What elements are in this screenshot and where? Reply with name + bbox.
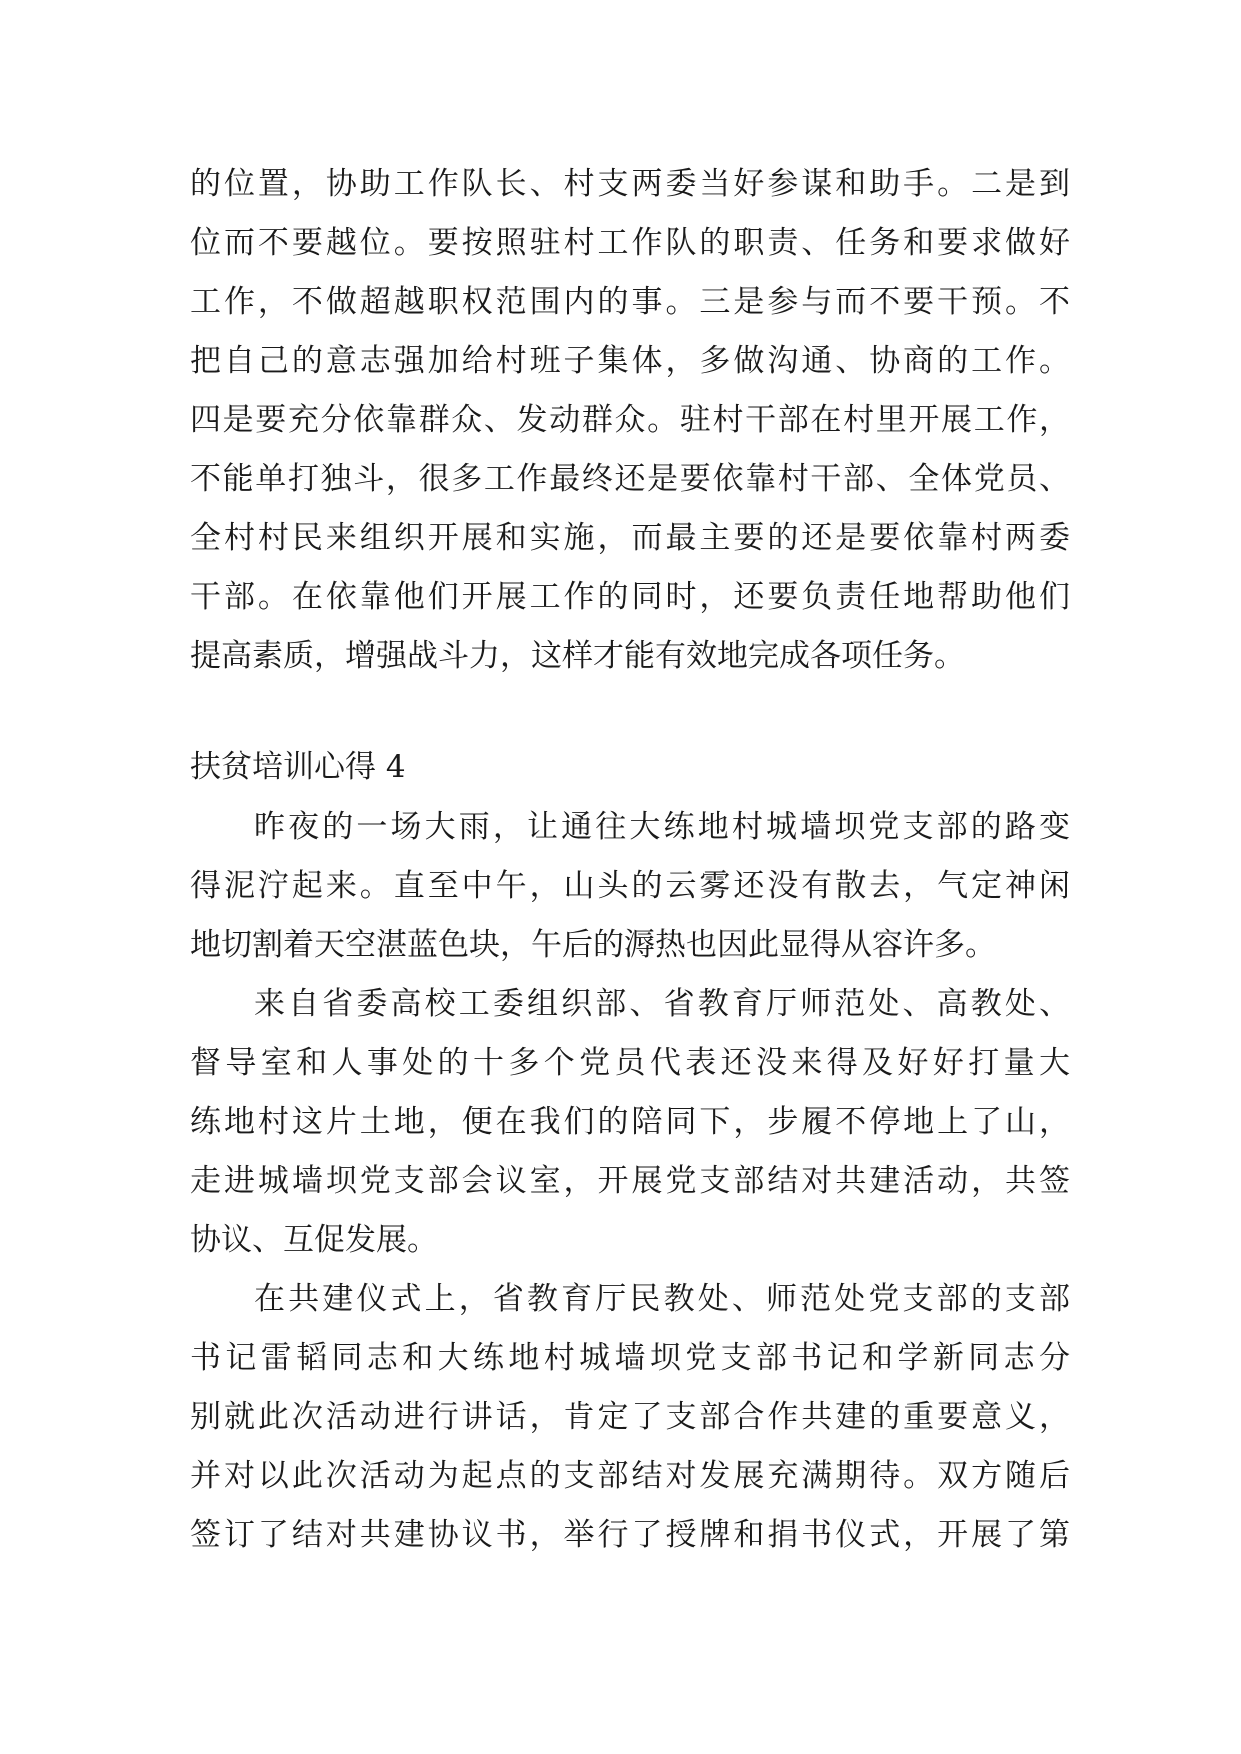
text-line: 得泥泞起来。直至中午，山头的云雾还没有散去，气定神闲	[190, 868, 1070, 904]
text-block-continuation	[190, 155, 1070, 686]
text-line: 练地村这片土地，便在我们的陪同下，步履不停地上了山，	[190, 1104, 1070, 1140]
text-line: 协议、互促发展。	[190, 1222, 438, 1258]
text-line: 督导室和人事处的十多个党员代表还没来得及好好打量大	[190, 1045, 1070, 1081]
text-line: 别就此次活动进行讲话，肯定了支部合作共建的重要意义，	[190, 1399, 1070, 1435]
section-heading: 扶贫培训心得 4	[190, 749, 406, 785]
text-line: 四是要充分依靠群众、发动群众。驻村干部在村里开展工作，	[190, 402, 1070, 438]
text-line: 在共建仪式上，省教育厅民教处、师范处党支部的支部	[254, 1281, 1070, 1317]
text-line: 把自己的意志强加给村班子集体，多做沟通、协商的工作。	[190, 343, 1070, 379]
text-line: 位而不要越位。要按照驻村工作队的职责、任务和要求做好	[190, 225, 1070, 261]
text-line: 并对以此次活动为起点的支部结对发展充满期待。双方随后	[190, 1458, 1070, 1494]
text-line: 全村村民来组织开展和实施，而最主要的还是要依靠村两委	[190, 520, 1070, 556]
text-line: 的位置，协助工作队长、村支两委当好参谋和助手。二是到	[190, 166, 1070, 202]
text-line: 不能单打独斗，很多工作最终还是要依靠村干部、全体党员、	[190, 461, 1070, 497]
paragraph-2	[190, 975, 1070, 1270]
paragraph-1	[190, 798, 1070, 975]
text-line: 书记雷韬同志和大练地村城墙坝党支部书记和学新同志分	[190, 1340, 1070, 1376]
text-line: 来自省委高校工委组织部、省教育厅师范处、高教处、	[254, 986, 1070, 1022]
text-line: 签订了结对共建协议书，举行了授牌和捐书仪式，开展了第	[190, 1517, 1070, 1553]
text-line: 昨夜的一场大雨，让通往大练地村城墙坝党支部的路变	[254, 809, 1070, 845]
text-line: 提高素质，增强战斗力，这样才能有效地完成各项任务。	[190, 638, 965, 674]
text-line: 走进城墙坝党支部会议室，开展党支部结对共建活动，共签	[190, 1163, 1070, 1199]
text-line: 地切割着天空湛蓝色块，午后的溽热也因此显得从容许多。	[190, 927, 996, 963]
text-line: 工作，不做超越职权范围内的事。三是参与而不要干预。不	[190, 284, 1070, 320]
text-line: 干部。在依靠他们开展工作的同时，还要负责任地帮助他们	[190, 579, 1070, 615]
paragraph-3	[190, 1270, 1070, 1565]
